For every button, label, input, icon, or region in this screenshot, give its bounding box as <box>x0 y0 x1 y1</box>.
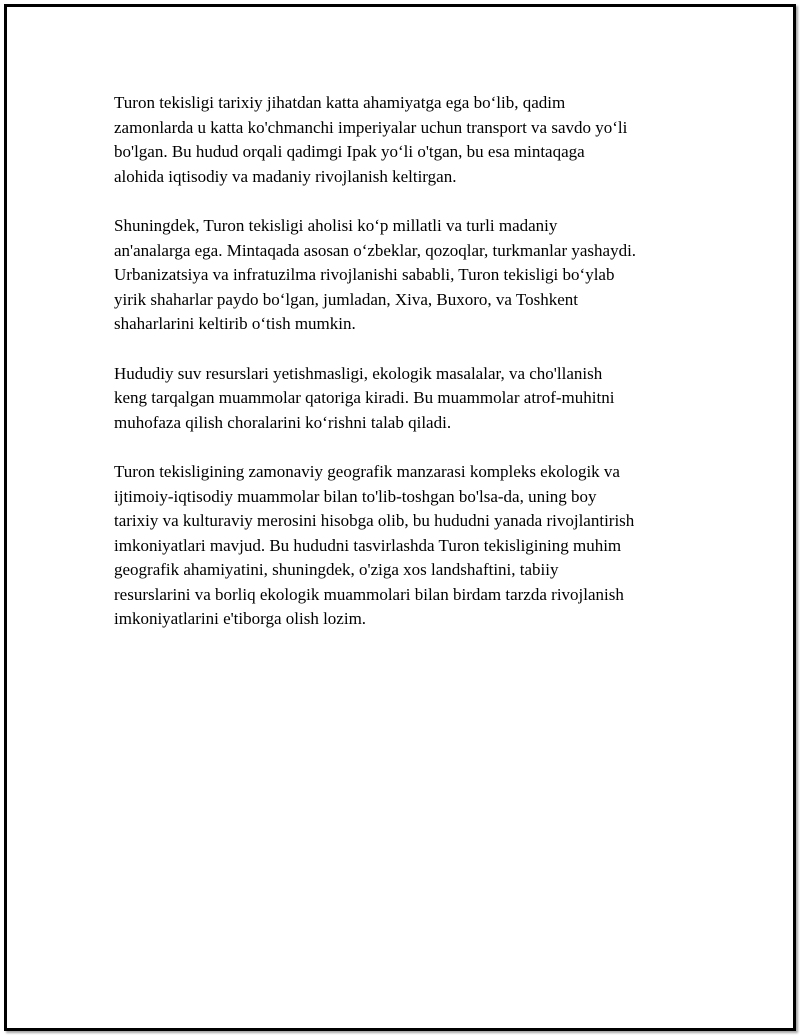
paragraph-4 <box>114 460 689 632</box>
text-line: Turon tekisligi tarixiy jihatdan katta ahamiyatga ega bo‘lib, qadim <box>114 93 566 112</box>
text-line: Turon tekisligining zamonaviy geografik manzarasi kompleks ekologik va <box>114 461 620 481</box>
text-line: geografik ahamiyatini, shuningdek, o'ziga xos landshaftini, tabiiy <box>114 560 559 580</box>
text-line: alohida iqtisodiy va madaniy rivojlanish keltirgan. <box>114 166 457 186</box>
text-line: resurslarini va borliq ekologik muammolari bilan birdam tarzda rivojlanish <box>114 584 624 604</box>
text-line: Urbanizatsiya va infratuzilma rivojlanishi sababli, Turon tekisligi bo‘ylab <box>114 265 615 285</box>
text-line: imkoniyatlarini e'tiborga olish lozim. <box>114 609 367 629</box>
text-line: imkoniyatlari mavjud. Bu hududni tasvirlashda Turon tekisligining muhim <box>114 535 622 555</box>
text-line: muhofaza qilish choralarini ko‘rishni talab qiladi. <box>114 412 452 432</box>
text-line: bo'lgan. Bu hudud orqali qadimgi Ipak yo‘li o'tgan, bu esa mintaqaga <box>114 142 585 162</box>
text-line: yirik shaharlar paydo bo‘lgan, jumladan, Xiva, Buxoro, va Toshkent <box>114 289 579 309</box>
text-line: shaharlarini keltirib o‘tish mumkin. <box>114 314 356 334</box>
text-line: ijtimoiy-iqtisodiy muammolar bilan to'lib-toshgan bo'lsa-da, uning boy <box>114 486 597 506</box>
text-line: zamonlarda u katta ko'chmanchi imperiyalar uchun transport va savdo yo‘li <box>114 117 628 137</box>
paragraph-3 <box>114 362 689 436</box>
text-line: keng tarqalgan muammolar qatoriga kiradi. Bu muammolar atrof-muhitni <box>114 388 615 408</box>
paragraph-2 <box>114 214 689 337</box>
paragraph-1 <box>114 91 689 189</box>
text-line: Shuningdek, Turon tekisligi aholisi ko‘p millatli va turli madaniy <box>114 215 558 235</box>
text-line: tarixiy va kulturaviy merosini hisobga olib, bu hududni yanada rivojlantirish <box>114 511 635 531</box>
document-body <box>114 91 689 657</box>
text-line: an'analarga ega. Mintaqada asosan o‘zbeklar, qozoqlar, turkmanlar yashaydi. <box>114 240 637 260</box>
text-line: Hududiy suv resurslari yetishmasligi, ekologik masalalar, va cho'llanish <box>114 363 603 383</box>
